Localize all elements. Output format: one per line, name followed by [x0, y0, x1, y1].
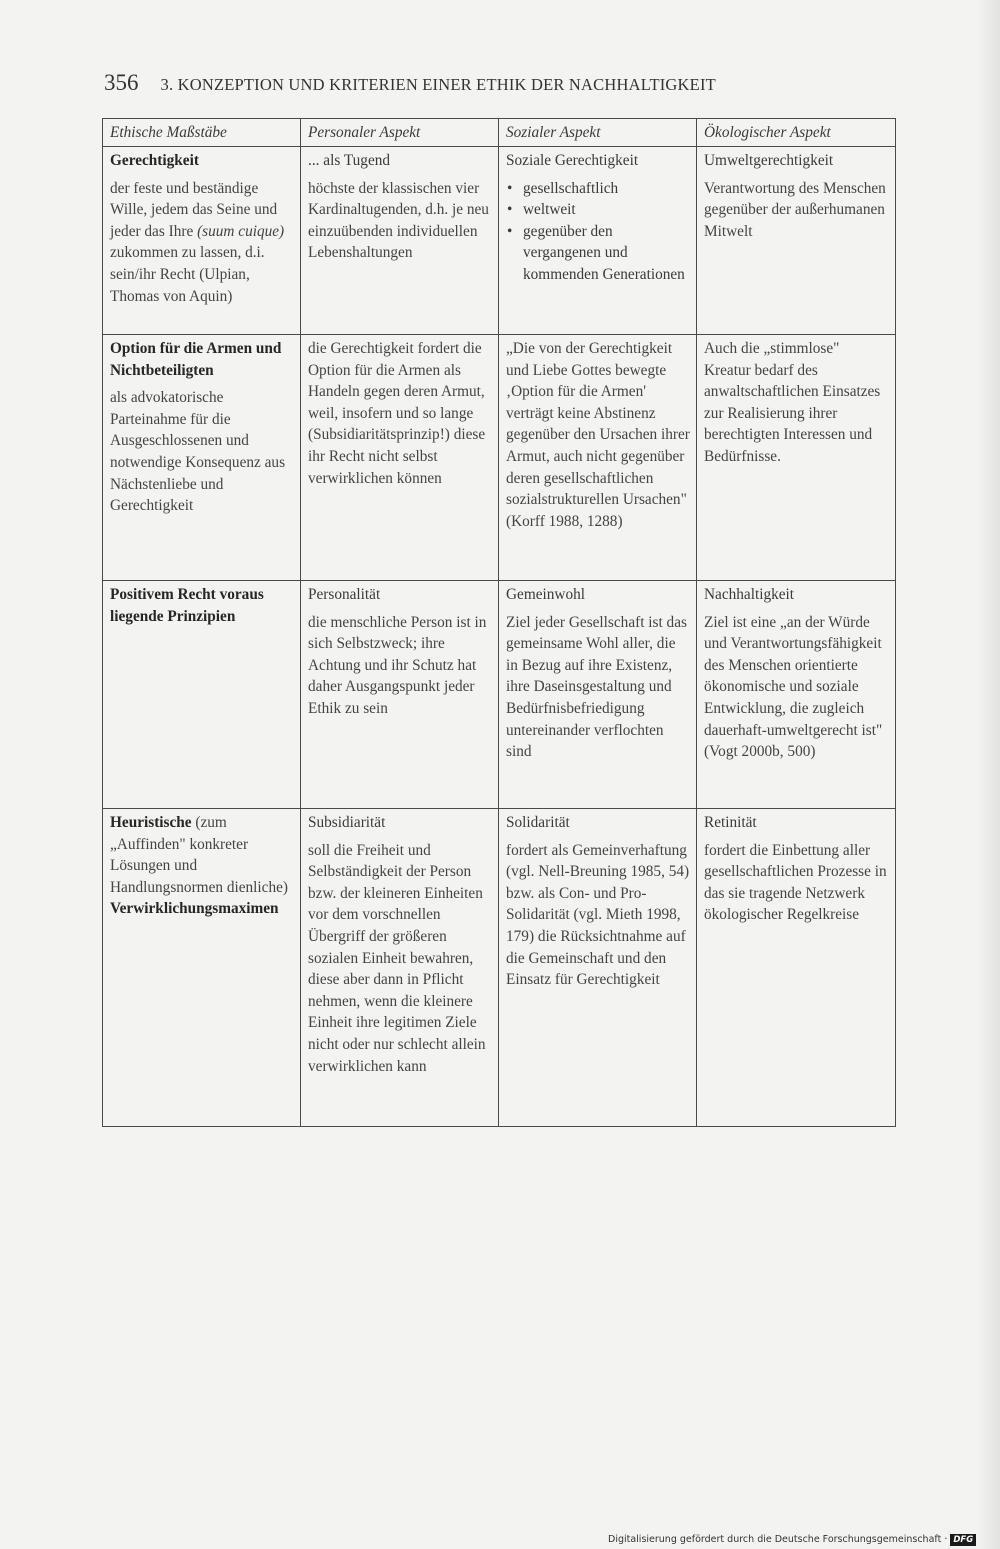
- cell-title: Retinität: [704, 814, 757, 831]
- table-cell: [697, 147, 896, 335]
- list-item: • gesellschaftlich: [506, 178, 690, 200]
- cell-body: als advokatorische Parteinahme für die Ausgeschlossenen und notwendige Konsequenz aus Nächstenliebe und Gerechtigkeit: [110, 389, 286, 515]
- cell-body: die menschliche Person ist in sich Selbstzweck; ihre Achtung und ihr Schutz hat daher Ausgangspunkt jeder Ethik zu sein: [308, 613, 487, 717]
- table-header-row: [103, 119, 896, 147]
- bullet-list: [506, 178, 690, 286]
- table-cell: [697, 581, 896, 809]
- table-row: [103, 809, 896, 1127]
- cell-title: ... als Tugend: [308, 152, 391, 169]
- table-cell: [301, 581, 499, 809]
- table-cell: [103, 335, 301, 581]
- cell-title: Gemeinwohl: [506, 586, 586, 603]
- cell-body: Ziel ist eine „an der Würde und Verantwortungsfähigkeit des Menschen orientierte ökonomische und soziale Entwicklung, die zugleich dauerhaft-umweltgerecht ist" (Vogt 2000b, 500): [704, 613, 883, 761]
- cell-text-bold: Heuristische: [110, 814, 192, 831]
- table-cell: [301, 335, 499, 581]
- table-cell: [301, 809, 499, 1127]
- table-cell: [697, 335, 896, 581]
- cell-text: zukommen zu lassen, d.i. sein/ihr Recht (Ulpian, Thomas von Aquin): [110, 244, 265, 305]
- cell-body: fordert die Einbettung aller gesellschaftlichen Prozesse in das sie tragende Netzwerk ökologischer Regelkreise: [704, 841, 887, 924]
- page-number: 356: [104, 70, 139, 95]
- cell-title: Gerechtigkeit: [110, 152, 199, 169]
- dfg-logo: DFG: [950, 1534, 976, 1546]
- table-cell: [499, 809, 697, 1127]
- cell-title: Umweltgerechtigkeit: [704, 152, 834, 169]
- running-head: 3. KONZEPTION UND KRITERIEN EINER ETHIK DER NACHHALTIGKEIT: [160, 75, 716, 94]
- column-header-personaler-aspekt: Personaler Aspekt: [301, 119, 499, 147]
- cell-title: Soziale Gerechtigkeit: [506, 152, 639, 169]
- cell-body: höchste der klassischen vier Kardinaltugenden, d.h. je neu einzuübenden individuellen Lebenshaltungen: [308, 179, 489, 262]
- table-cell: [103, 809, 301, 1127]
- cell-title: Personalität: [308, 586, 381, 603]
- cell-body: Verantwortung des Menschen gegenüber der außerhumanen Mitwelt: [704, 179, 886, 240]
- list-item: • weltweit: [506, 199, 690, 221]
- cell-text: (zum „Auffinden" konkreter Lösungen und Handlungsnormen dienliche): [110, 814, 288, 896]
- page-edge-shadow: [978, 0, 1000, 1549]
- cell-title: Option für die Armen und Nichtbeteiligten: [110, 340, 282, 379]
- table-cell: [499, 335, 697, 581]
- cell-text-italic: (suum cuique): [197, 222, 285, 240]
- cell-body: „Die von der Gerechtigkeit und Liebe Gottes bewegte ‚Option für die Armen' verträgt keine Abstinenz gegenüber den Ursachen ihrer Armut, auch nicht gegenüber deren gesellschaftlichen sozialstrukturellen Ursachen" (Korff 1988, 1288): [506, 340, 690, 530]
- cell-title: Subsidiarität: [308, 814, 386, 831]
- table-cell: [499, 581, 697, 809]
- table-cell: [499, 147, 697, 335]
- page-header: [104, 70, 904, 102]
- table-row: [103, 335, 896, 581]
- cell-body: [110, 812, 294, 920]
- cell-text-bold: Verwirklichungsmaximen: [110, 900, 279, 918]
- digitization-footer: [608, 1534, 976, 1546]
- table-cell: [103, 147, 301, 335]
- cell-body: fordert als Gemeinverhaftung (vgl. Nell-Breuning 1985, 54) bzw. als Con- und Pro-Solidarität (vgl. Mieth 1998, 179) die Rücksichtnahme auf die Gemeinschaft und den Einsatz für Gerechtigkeit: [506, 841, 690, 989]
- cell-body: Ziel jeder Gesellschaft ist das gemeinsame Wohl aller, die in Bezug auf ihre Existenz, ihre Daseinsgestaltung und Bedürfnisbefriedigung untereinander verflochten sind: [506, 613, 687, 761]
- cell-text: der feste und beständige Wille, jedem das Seine und jeder das Ihre: [110, 179, 278, 240]
- cell-title: Solidarität: [506, 814, 570, 831]
- cell-title: Positivem Recht voraus liegende Prinzipien: [110, 586, 264, 625]
- table-cell: [103, 581, 301, 809]
- cell-body: [110, 178, 294, 308]
- column-header-sozialer-aspekt: Sozialer Aspekt: [499, 119, 697, 147]
- table-row: [103, 147, 896, 335]
- cell-title: Nachhaltigkeit: [704, 586, 795, 603]
- table-cell: [697, 809, 896, 1127]
- footer-text: Digitalisierung gefördert durch die Deutsche Forschungsgemeinschaft ·: [608, 1534, 948, 1545]
- cell-body: Auch die „stimmlose" Kreatur bedarf des anwaltschaftlichen Einsatzes zur Realisierung ihrer berechtigten Interessen und Bedürfnisse.: [704, 340, 881, 465]
- column-header-ethische-massstaebe: Ethische Maßstäbe: [103, 119, 301, 147]
- cell-body: die Gerechtigkeit fordert die Option für die Armen als Handeln gegen deren Armut, weil, insofern und so lange (Subsidiaritätsprinzip!) diese ihr Recht nicht selbst verwirklichen können: [308, 340, 486, 487]
- list-item: • gegenüber den vergangenen und kommenden Generationen: [506, 221, 690, 286]
- table-row: [103, 581, 896, 809]
- cell-body: soll die Freiheit und Selbständigkeit der Person bzw. der kleineren Einheiten vor dem vorschnellen Übergriff der größeren sozialen Einheit bewahren, diese aber dann in Pflicht nehmen, wenn die kleinere Einheit ihre legitimen Ziele nicht oder nur schlecht allein verwirklichen kann: [308, 841, 486, 1075]
- column-header-oekologischer-aspekt: Ökologischer Aspekt: [697, 119, 896, 147]
- ethics-criteria-table: [102, 118, 896, 1127]
- table-cell: [301, 147, 499, 335]
